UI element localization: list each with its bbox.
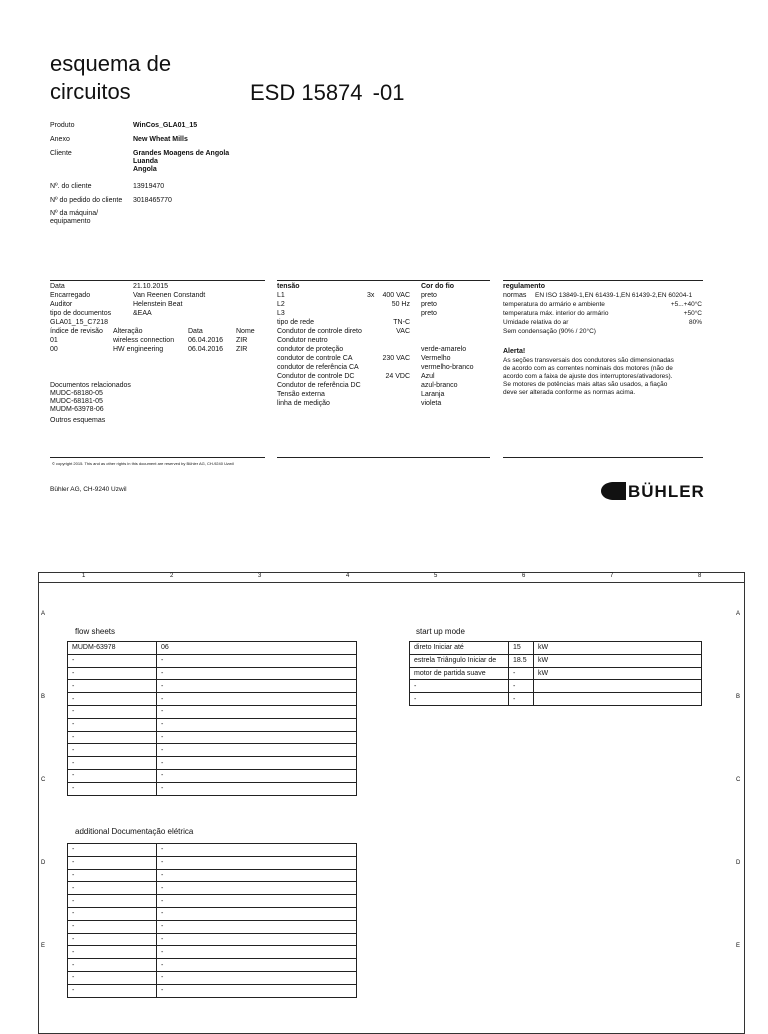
table-row bbox=[68, 667, 357, 680]
tensao-label: tensão bbox=[277, 283, 300, 290]
voltage-row-value: 230 VAC bbox=[382, 355, 410, 362]
rev-1-name: ZIR bbox=[236, 337, 248, 344]
table-cell: - bbox=[68, 946, 157, 959]
table-cell: - bbox=[157, 869, 357, 882]
table-row bbox=[68, 907, 357, 920]
rev-header-alteracao: Alteração bbox=[113, 328, 143, 335]
alert-line: Se motores de potências mais altas são usados, a fiação bbox=[503, 381, 668, 388]
table-cell: kW bbox=[534, 642, 702, 655]
doc-title bbox=[50, 50, 171, 106]
table-cell: - bbox=[509, 693, 534, 706]
ruler-number: 5 bbox=[434, 573, 438, 579]
table-cell: - bbox=[68, 882, 157, 895]
table-cell: - bbox=[157, 757, 357, 770]
ruler-number: 3 bbox=[258, 573, 262, 579]
table-row bbox=[68, 642, 357, 655]
table-cell: - bbox=[68, 731, 157, 744]
col3-bottom-rule bbox=[503, 457, 703, 458]
table-row bbox=[410, 642, 702, 655]
voltage-row-label: L1 bbox=[277, 292, 285, 299]
normas-value: EN ISO 13849-1,EN 61439-1,EN 61439-2,EN 60204-1 bbox=[535, 292, 693, 299]
table-row bbox=[68, 869, 357, 882]
table-row bbox=[68, 757, 357, 770]
voltage-row-color: Azul bbox=[421, 373, 435, 380]
voltage-row-color: verde-amarelo bbox=[421, 346, 467, 353]
voltage-row-color: Laranja bbox=[421, 391, 445, 398]
table-cell: - bbox=[157, 933, 357, 946]
voltage-row-color: preto bbox=[421, 310, 437, 317]
table-row bbox=[68, 920, 357, 933]
num-cliente-label: Nº. do cliente bbox=[50, 183, 92, 190]
normas-label: normas bbox=[503, 292, 527, 299]
table-cell: - bbox=[68, 844, 157, 857]
tipo-value: &EAA bbox=[133, 310, 152, 317]
table-row bbox=[68, 844, 357, 857]
maquina-label-2: equipamento bbox=[50, 218, 91, 225]
row-letter-left: C bbox=[41, 777, 46, 783]
encarregado-value: Van Reenen Constandt bbox=[133, 292, 206, 299]
ruler-number: 6 bbox=[522, 573, 526, 579]
ruler-number: 4 bbox=[346, 573, 350, 579]
table-row bbox=[68, 782, 357, 795]
ruler-number: 2 bbox=[170, 573, 174, 579]
voltage-row-color: vermelho-branco bbox=[421, 364, 474, 371]
row-letter-left: D bbox=[41, 860, 46, 866]
regulation-row-label: Sem condensação (90% / 20°C) bbox=[503, 328, 596, 335]
anexo-label: Anexo bbox=[50, 136, 70, 143]
cliente-value-2: Luanda bbox=[133, 158, 158, 165]
row-letter-right: B bbox=[736, 694, 741, 700]
top-ruler bbox=[39, 573, 744, 583]
rev-1-change: wireless connection bbox=[113, 337, 175, 344]
table-cell: - bbox=[157, 718, 357, 731]
rev-header-nome: Nome bbox=[236, 328, 255, 335]
doc-number bbox=[250, 80, 404, 106]
table-cell: - bbox=[157, 667, 357, 680]
produto-label: Produto bbox=[50, 122, 75, 129]
table-cell: - bbox=[157, 782, 357, 795]
table-cell: 18.5 bbox=[509, 654, 534, 667]
data-label: Data bbox=[50, 283, 65, 290]
rev-2-change: HW engineering bbox=[113, 346, 164, 353]
rev-header-indice: índice de revisão bbox=[50, 328, 103, 335]
table-cell: - bbox=[157, 907, 357, 920]
buhler-logo-mark bbox=[600, 479, 706, 503]
ruler-number: 1 bbox=[82, 573, 86, 579]
voltage-row-label: Condutor de controle direto bbox=[277, 328, 362, 335]
table-cell: - bbox=[157, 705, 357, 718]
table-cell: - bbox=[68, 757, 157, 770]
rev-1-index: 01 bbox=[50, 337, 58, 344]
table-cell: - bbox=[68, 782, 157, 795]
encarregado-label: Encarregado bbox=[50, 292, 91, 299]
table-row bbox=[68, 744, 357, 757]
table-cell bbox=[534, 693, 702, 706]
table-cell: - bbox=[157, 959, 357, 972]
voltage-row-label: Tensão externa bbox=[277, 391, 325, 398]
voltage-row-value: 50 Hz bbox=[391, 301, 410, 308]
voltage-row-label: Condutor de controle DC bbox=[277, 373, 355, 380]
regulation-row-label: temperatura máx. interior do armário bbox=[503, 310, 609, 317]
table-cell bbox=[534, 680, 702, 693]
pedido-label: Nº do pedido do cliente bbox=[50, 197, 123, 204]
table-cell: - bbox=[68, 769, 157, 782]
voltage-row-color: violeta bbox=[421, 400, 442, 407]
voltage-row-mult: 3x bbox=[367, 292, 375, 299]
table-row bbox=[68, 882, 357, 895]
table-cell: - bbox=[68, 705, 157, 718]
cliente-value-3: Angola bbox=[133, 166, 157, 173]
regulamento-label: regulamento bbox=[503, 283, 546, 290]
cliente-value-1: Grandes Moagens de Angola bbox=[133, 150, 230, 157]
table-cell: - bbox=[68, 984, 157, 997]
table-row bbox=[68, 959, 357, 972]
doc-number-suffix: -01 bbox=[372, 80, 405, 105]
table-row bbox=[68, 705, 357, 718]
num-cliente-value: 13919470 bbox=[133, 183, 165, 190]
table-cell: - bbox=[410, 680, 509, 693]
table-cell: kW bbox=[534, 667, 702, 680]
col2-top-rule bbox=[277, 280, 490, 281]
table-cell: - bbox=[410, 693, 509, 706]
cliente-label: Cliente bbox=[50, 150, 72, 157]
doc-title-line1: esquema de bbox=[50, 51, 172, 76]
table-cell: - bbox=[157, 971, 357, 984]
table-row bbox=[68, 856, 357, 869]
voltage-row-value: TN-C bbox=[393, 319, 410, 326]
row-letter-right: E bbox=[736, 943, 741, 949]
table-cell: - bbox=[157, 769, 357, 782]
row-letter-left: E bbox=[41, 943, 46, 949]
auditor-label: Auditor bbox=[50, 301, 73, 308]
table-row bbox=[68, 971, 357, 984]
voltage-row-label: condutor de proteção bbox=[277, 346, 344, 353]
doc-number-main: ESD 15874 bbox=[250, 80, 363, 105]
rev-2-date: 06.04.2016 bbox=[188, 346, 224, 353]
rev-1-date: 06.04.2016 bbox=[188, 337, 224, 344]
table-row bbox=[68, 680, 357, 693]
table-cell: - bbox=[157, 895, 357, 908]
auditor-value: Helenstein Beat bbox=[133, 301, 183, 308]
table-cell: - bbox=[68, 895, 157, 908]
table-cell: - bbox=[68, 959, 157, 972]
logo-text: BÜHLER bbox=[628, 482, 705, 501]
alerta-label: Alerta! bbox=[503, 348, 526, 355]
table-row bbox=[68, 654, 357, 667]
maquina-label-1: Nº da máquina/ bbox=[50, 210, 99, 217]
table-cell: - bbox=[509, 680, 534, 693]
rev-2-name: ZIR bbox=[236, 346, 248, 353]
alert-line: de acordo com as correntes nominais dos motores (não de bbox=[503, 365, 673, 372]
table-row bbox=[410, 654, 702, 667]
table-cell: - bbox=[157, 731, 357, 744]
startup-mode-label: start up mode bbox=[416, 627, 465, 636]
startup-mode-table bbox=[409, 641, 702, 706]
voltage-row-color: Vermelho bbox=[421, 355, 451, 362]
docs-label: Documentos relacionados bbox=[50, 382, 131, 389]
table-cell: - bbox=[157, 882, 357, 895]
regulation-row-value: +5...+40°C bbox=[670, 301, 702, 308]
regulation-row-value: +50°C bbox=[683, 310, 702, 317]
col3-top-rule bbox=[503, 280, 703, 281]
table-cell: - bbox=[157, 984, 357, 997]
flow-sheets-label: flow sheets bbox=[75, 627, 116, 636]
col1-top-rule bbox=[50, 280, 265, 281]
table-cell: - bbox=[68, 693, 157, 706]
voltage-row-value: 24 VDC bbox=[385, 373, 410, 380]
table-cell: - bbox=[157, 654, 357, 667]
table-cell: kW bbox=[534, 654, 702, 667]
table-cell: - bbox=[157, 844, 357, 857]
doc-3: MUDM-63978-06 bbox=[50, 406, 104, 413]
table-cell: - bbox=[68, 920, 157, 933]
table-cell: estrela Triângulo Iniciar de bbox=[410, 654, 509, 667]
row-letter-left: A bbox=[41, 611, 46, 617]
table-cell: - bbox=[157, 856, 357, 869]
table-cell: 15 bbox=[509, 642, 534, 655]
table-row bbox=[68, 933, 357, 946]
doc-title-line2: circuitos bbox=[50, 79, 131, 104]
regulation-row-label: Umidade relativa do ar bbox=[503, 319, 569, 326]
voltage-row-color: preto bbox=[421, 292, 437, 299]
table-cell: - bbox=[68, 907, 157, 920]
table-cell: - bbox=[68, 667, 157, 680]
table-cell: 06 bbox=[157, 642, 357, 655]
voltage-row-label: Condutor neutro bbox=[277, 337, 328, 344]
table-cell: - bbox=[68, 654, 157, 667]
table-cell: - bbox=[68, 856, 157, 869]
voltage-row-label: L2 bbox=[277, 301, 285, 308]
table-cell: - bbox=[68, 744, 157, 757]
additional-docs-table bbox=[67, 843, 357, 998]
table-row bbox=[68, 946, 357, 959]
table-cell: - bbox=[68, 971, 157, 984]
cor-label: Cor do fio bbox=[421, 283, 455, 290]
doc-1: MUDC-68180-05 bbox=[50, 390, 103, 397]
table-cell: - bbox=[509, 667, 534, 680]
ruler-number: 7 bbox=[610, 573, 614, 579]
row-letter-left: B bbox=[41, 694, 46, 700]
voltage-row-value: 400 VAC bbox=[382, 292, 410, 299]
table-cell: - bbox=[157, 946, 357, 959]
voltage-row-label: condutor de controle CA bbox=[277, 355, 353, 362]
voltage-row-value: VAC bbox=[396, 328, 410, 335]
table-row bbox=[410, 667, 702, 680]
table-row bbox=[68, 718, 357, 731]
row-letter-right: A bbox=[736, 611, 741, 617]
voltage-row-label: linha de medição bbox=[277, 400, 330, 407]
alert-line: acordo com a faixa de ajuste dos interruptores/ativadores). bbox=[503, 373, 673, 380]
anexo-value: New Wheat Mills bbox=[133, 136, 188, 143]
table-row bbox=[410, 680, 702, 693]
table-cell: - bbox=[157, 920, 357, 933]
table-row bbox=[68, 895, 357, 908]
table-cell: - bbox=[68, 718, 157, 731]
voltage-row-label: Condutor de referência DC bbox=[277, 382, 361, 389]
table-row bbox=[68, 731, 357, 744]
table-row bbox=[410, 693, 702, 706]
produto-value: WinCos_GLA01_15 bbox=[133, 122, 198, 129]
doc-ref: GLA01_15_C7218 bbox=[50, 319, 108, 326]
table-cell: direto Iniciar até bbox=[410, 642, 509, 655]
table-cell: - bbox=[68, 680, 157, 693]
table-cell: MUDM-63978 bbox=[68, 642, 157, 655]
voltage-row-color: preto bbox=[421, 301, 437, 308]
buhler-logo bbox=[600, 479, 706, 503]
table-cell: - bbox=[157, 693, 357, 706]
voltage-row-color: azul-branco bbox=[421, 382, 458, 389]
table-cell: motor de partida suave bbox=[410, 667, 509, 680]
table-row bbox=[68, 693, 357, 706]
outros-esquemas: Outros esquemas bbox=[50, 417, 106, 424]
data-value: 21.10.2015 bbox=[133, 283, 169, 290]
col2-bottom-rule bbox=[277, 457, 490, 458]
flow-sheets-table bbox=[67, 641, 357, 796]
voltage-row-label: L3 bbox=[277, 310, 285, 317]
pedido-value: 3018465770 bbox=[133, 197, 172, 204]
doc-2: MUDC-68181-05 bbox=[50, 398, 103, 405]
copyright: © copyright 2015. This and as other rights in this document are reserved by Bühler AG, CH-9240 Uzwil bbox=[52, 461, 234, 466]
regulation-row-value: 80% bbox=[688, 319, 702, 326]
row-letter-right: C bbox=[736, 777, 741, 783]
tipo-label: tipo de documentos bbox=[50, 310, 112, 317]
voltage-row-label: condutor de referência CA bbox=[277, 364, 359, 371]
additional-docs-label: additional Documentação elétrica bbox=[75, 827, 194, 836]
table-row bbox=[68, 769, 357, 782]
rev-2-index: 00 bbox=[50, 346, 58, 353]
company-address: Bühler AG, CH-9240 Uzwil bbox=[50, 486, 127, 493]
voltage-row-label: tipo de rede bbox=[277, 319, 314, 326]
row-letter-right: D bbox=[736, 860, 741, 866]
alert-line: As seções transversais dos condutores são dimensionadas bbox=[503, 357, 674, 364]
schematic-sheet bbox=[38, 572, 745, 1034]
table-cell: - bbox=[68, 933, 157, 946]
ruler-number: 8 bbox=[698, 573, 702, 579]
col1-bottom-rule bbox=[50, 457, 265, 458]
table-row bbox=[68, 984, 357, 997]
rev-header-data: Data bbox=[188, 328, 203, 335]
table-cell: - bbox=[157, 680, 357, 693]
table-cell: - bbox=[157, 744, 357, 757]
alert-line: deve ser alterada conforme as normas acima. bbox=[503, 389, 636, 396]
table-cell: - bbox=[68, 869, 157, 882]
regulation-row-label: temperatura do armário e ambiente bbox=[503, 301, 605, 308]
